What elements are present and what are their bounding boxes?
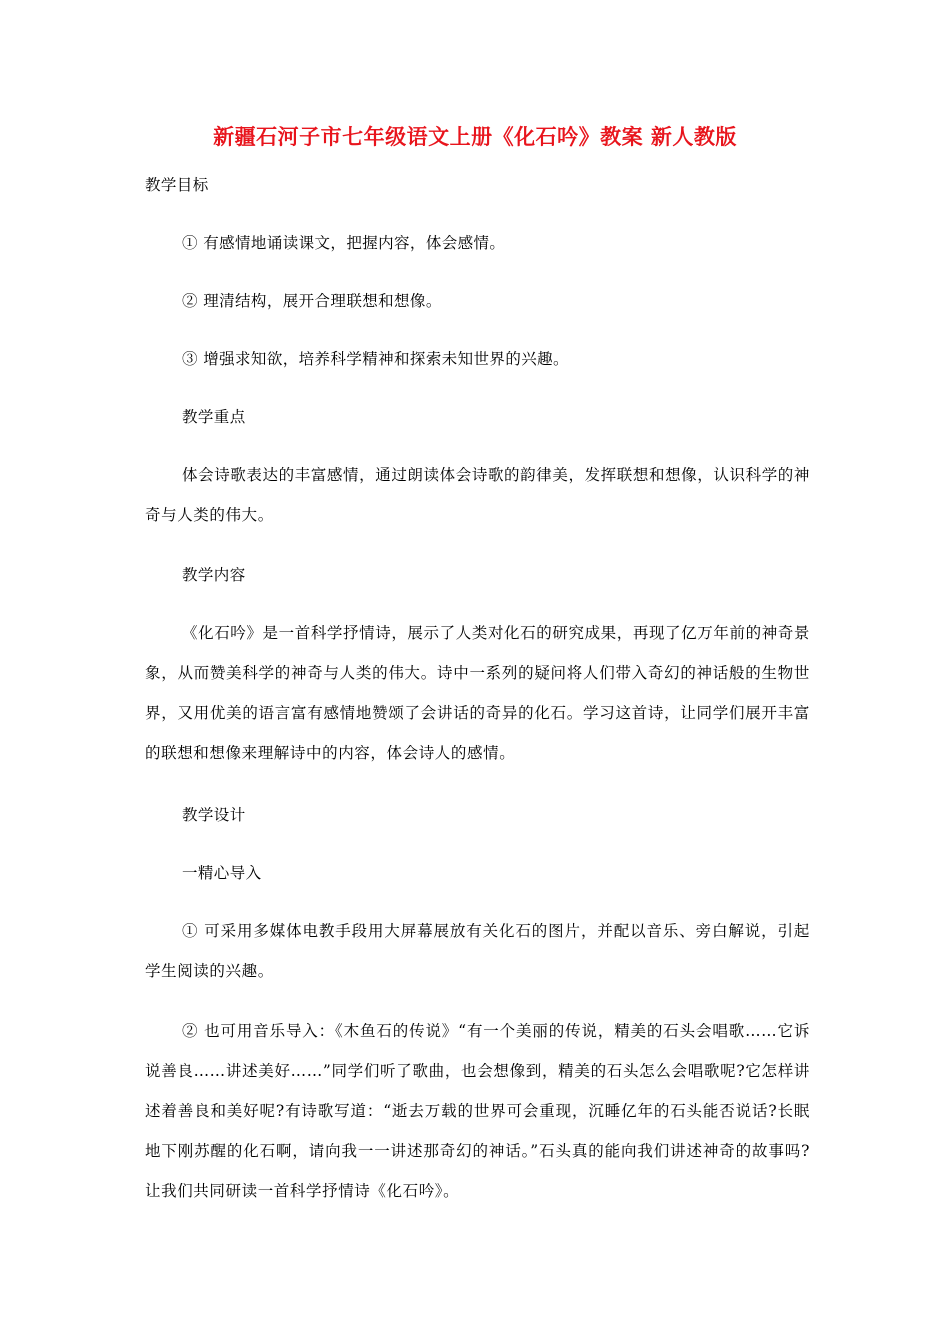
key-paragraph: 体会诗歌表达的丰富感情，通过朗读体会诗歌的韵律美，发挥联想和想像，认识科学的神奇与人类的伟大。 [145, 466, 810, 524]
goal-item-3: ③ 增强求知欲，培养科学精神和探索未知世界的兴趣。 [182, 350, 569, 368]
section-heading-goals: 教学目标 [145, 176, 209, 194]
section-heading-key: 教学重点 [182, 408, 246, 426]
document-title: 新疆石河子市七年级语文上册《化石吟》教案 新人教版 [213, 125, 737, 149]
content-paragraph: 《化石吟》是一首科学抒情诗，展示了人类对化石的研究成果，再现了亿万年前的神奇景象，从而赞美科学的神奇与人类的伟大。诗中一系列的疑问将人们带入奇幻的神话般的生物世界，又用优美的语言富有感情地赞颂了会讲话的奇异的化石。学习这首诗，让同学们展开丰富的联想和想像来理解诗中的内容，体会诗人的感情。 [145, 624, 810, 762]
section-heading-design: 教学设计 [182, 806, 246, 824]
goal-item-1: ① 有感情地诵读课文，把握内容，体会感情。 [182, 234, 506, 252]
intro-paragraph-1: ① 可采用多媒体电教手段用大屏幕展放有关化石的图片，并配以音乐、旁白解说，引起学生阅读的兴趣。 [145, 922, 810, 980]
intro-paragraph-2: ② 也可用音乐导入：《木鱼石的传说》“有一个美丽的传说，精美的石头会唱歌……它诉说善良……讲述美好……”同学们听了歌曲，也会想像到，精美的石头怎么会唱歌呢?它怎样讲述着善良和美好呢?有诗歌写道：“逝去万载的世界可会重现，沉睡亿年的石头能否说话?长眠地下刚苏醒的化石啊，请向我一一讲述那奇幻的神话。”石头真的能向我们讲述神奇的故事吗?让我们共同研读一首科学抒情诗《化石吟》。 [145, 1022, 810, 1200]
goal-item-2: ② 理清结构，展开合理联想和想像。 [182, 292, 442, 310]
subsection-heading-intro: 一精心导入 [182, 864, 262, 882]
section-heading-content: 教学内容 [182, 566, 246, 584]
